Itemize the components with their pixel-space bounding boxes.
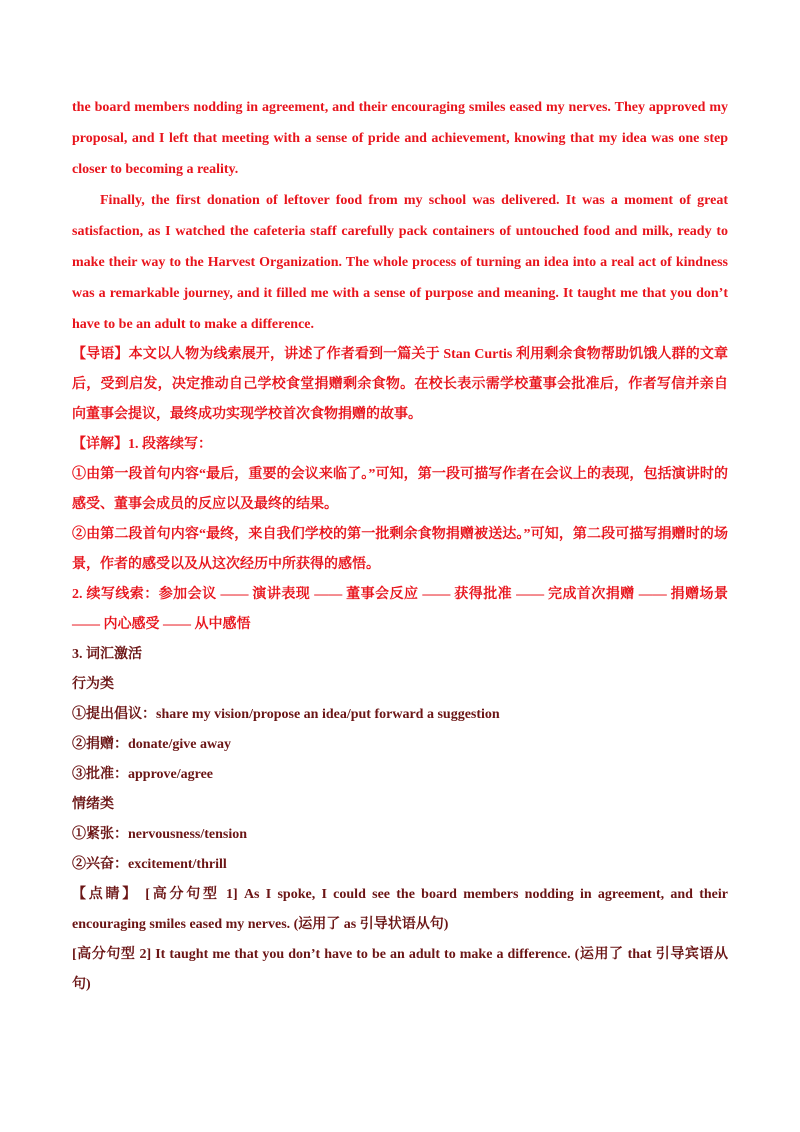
action-item-2: ②捐赠：donate/give away <box>72 737 232 752</box>
detail-point-2: ②由第二段首句内容“最终，来自我们学校的第一批剩余食物捐赠被送达。”可知，第二段可描写捐赠时的场景，作者的感受以及从这次经历中所获得的感悟。 <box>72 527 728 572</box>
document-page <box>72 92 728 1000</box>
action-category-heading: 行为类 <box>72 677 114 692</box>
detail-heading: 【详解】1. 段落续写： <box>72 437 212 452</box>
action-item-3: ③批准：approve/agree <box>72 767 214 782</box>
emotion-item-1: ①紧张：nervousness/tension <box>72 827 248 842</box>
continuation-clues: 2. 续写线索：参加会议 —— 演讲表现 —— 董事会反应 —— 获得批准 —— 完成首次捐赠 —— 捐赠场景 —— 内心感受 —— 从中感悟 <box>72 587 728 632</box>
vocab-heading: 3. 词汇激活 <box>72 647 142 662</box>
essay-paragraph-2: Finally, the first donation of leftover food from my school was delivered. It was a moment of great satisfaction, as I watched the cafeteria staff carefully pack containers of untouched food and milk, ready to make their way to the Harvest Organization. The whole process of turning an idea into a real act of kindness was a remarkable journey, and it filled me with a sense of purpose and meaning. It taught me that you don’t have to be an adult to make a difference. <box>72 193 728 332</box>
detail-point-1: ①由第一段首句内容“最后，重要的会议来临了。”可知，第一段可描写作者在会议上的表现，包括演讲时的感受、董事会成员的反应以及最终的结果。 <box>72 467 728 512</box>
emotion-category-heading: 情绪类 <box>72 797 114 812</box>
action-item-1: ①提出倡议：share my vision/propose an idea/put forward a suggestion <box>72 707 500 722</box>
guide-section: 【导语】本文以人物为线索展开，讲述了作者看到一篇关于 Stan Curtis 利用剩余食物帮助饥饿人群的文章后，受到启发，决定推动自己学校食堂捐赠剩余食物。在校长表示需学校董事会批准后，作者写信并亲自向董事会提议，最终成功实现学校首次食物捐赠的故事。 <box>72 347 728 422</box>
highlight-sentence-2: [高分句型 2] It taught me that you don’t have to be an adult to make a difference. (运用了 that 引导宾语从句) <box>72 947 728 992</box>
highlight-sentence-1: 【点睛】 [高分句型 1] As I spoke, I could see the board members nodding in agreement, and their encouraging smiles eased my nerves. (运用了 as 引导状语从句) <box>72 887 728 932</box>
emotion-item-2: ②兴奋：excitement/thrill <box>72 857 227 872</box>
essay-paragraph-1: the board members nodding in agreement, and their encouraging smiles eased my nerves. They approved my proposal, and I left that meeting with a sense of pride and achievement, knowing that my idea was one step closer to becoming a reality. <box>72 100 728 177</box>
